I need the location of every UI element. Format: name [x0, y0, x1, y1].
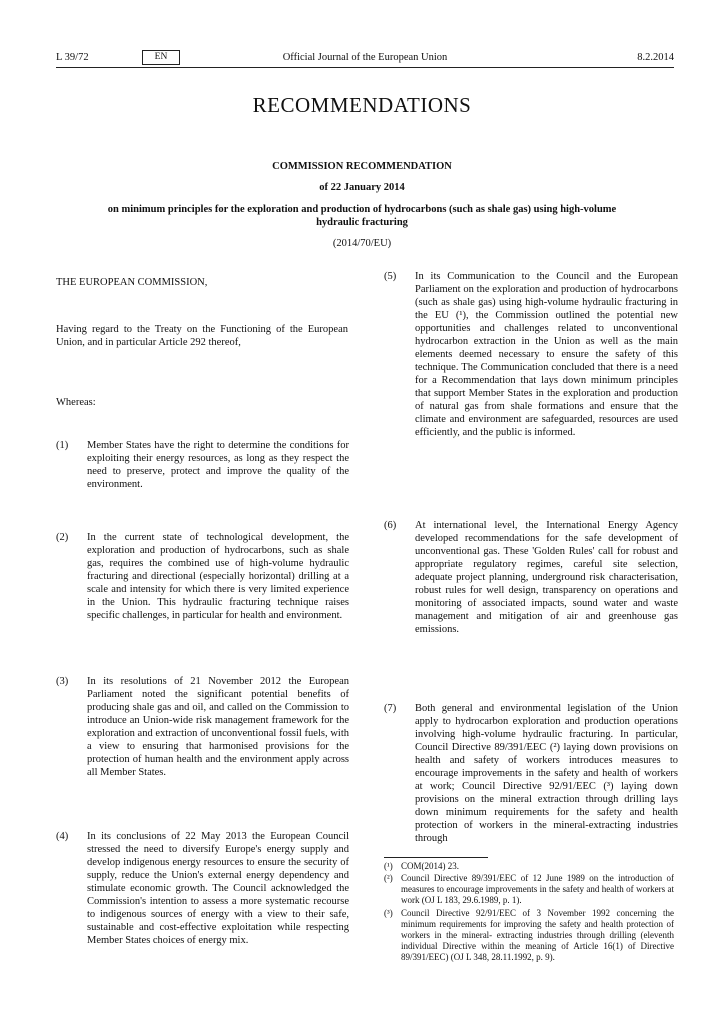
intro-regard-text: Having regard to the Treaty on the Functioning of the European Union, and in particular Article 292 thereof,	[56, 324, 348, 348]
recital-text: In its conclusions of 22 May 2013 the European Council stressed the need to diversify Europe's energy supply and develop indigenous energy resources to ensure the security of supply, reduce the Union's external energy dependency and stimulate economic growth. The Council acknowledged the Commission's intention to assess a more systematic recourse to indigenous sources of energy with a view to their safe, sustainable and cost-effective exploitation while respecting Member States choices of energy mix.	[87, 831, 349, 946]
recital-number: (6)	[384, 520, 397, 531]
recital-number: (7)	[384, 703, 397, 714]
recital-number: (2)	[56, 532, 69, 543]
header-divider	[56, 67, 674, 68]
footnote-text: Council Directive 89/391/EEC of 12 June 1989 on the introduction of measures to encourage improvements in the safety and health of workers at work (OJ L 183, 29.6.1989, p. 1).	[401, 873, 674, 905]
recital-text: Both general and environmental legislation of the Union apply to hydrocarbon exploration and production operations involving high-volume hydraulic fracturing. In particular, Council Directive 89/391/EEC (²) laying down provisions on health and safety of workers introduces measures to encourage improvements in the safety and health of workers at work; Council Directive 92/91/EEC (³) laying down provisions on the mineral extraction through drilling lays down minimum requirements for the safety and health protection of workers in the mineral-extracting industries through	[415, 703, 678, 844]
footnote-mark: (²)	[384, 873, 393, 883]
recital-text: In its resolutions of 21 November 2012 the European Parliament noted the significant potential benefits of producing shale gas and oil, and called on the Commission to introduce an Union-wide risk management framework for the exploration and extraction of unconventional fossil fuels, with a view to ensuring that harmonised provisions for the protection of human health and the environment apply across all Member States.	[87, 676, 349, 778]
recital-number: (5)	[384, 271, 397, 282]
recital-number: (3)	[56, 676, 69, 687]
intro-regard	[56, 323, 348, 349]
recital-number: (4)	[56, 831, 69, 842]
recital-text: At international level, the International Energy Agency developed recommendations for the safe development of unconventional gas. These 'Golden Rules' call for robust and appropriate regulatory regimes, careful site selection, adequate project planning, underground risk characterisation, robust rules for well design, transparency on operations and monitoring of associated impacts, sound water and waste management and mitigation of air and greenhouse gas emissions.	[415, 520, 678, 635]
recital-text: Member States have the right to determine the conditions for exploiting their energy resources, as long as they respect the need to preserve, protect and improve the quality of the environment.	[87, 440, 349, 490]
recital-number: (1)	[56, 440, 69, 451]
intro-commission-text: THE EUROPEAN COMMISSION,	[56, 277, 208, 288]
intro-commission	[56, 276, 346, 289]
journal-title: Official Journal of the European Union	[282, 52, 448, 63]
document-date: of 22 January 2014	[319, 182, 405, 193]
document-title: on minimum principles for the exploration and production of hydrocarbons (such as shale gas) using high-volume hydraulic fracturing	[107, 204, 617, 228]
footnote-text: Council Directive 92/91/EEC of 3 November 1992 concerning the minimum requirements for improving the safety and health protection of workers in the mineral- extracting industries through drilling (eleventh individual Directive within the meaning of Article 16(1) of Directive 89/391/EEC) (OJ L 348, 28.11.1992, p. 9).	[401, 908, 674, 962]
footnote-mark: (¹)	[384, 861, 393, 871]
section-title: RECOMMENDATIONS	[252, 93, 472, 117]
page-reference: L 39/72	[56, 52, 89, 63]
language-badge: EN	[142, 50, 180, 65]
document-type: COMMISSION RECOMMENDATION	[272, 161, 452, 172]
intro-whereas-text: Whereas:	[56, 397, 96, 408]
footnote-mark: (³)	[384, 908, 393, 918]
recital-text: In its Communication to the Council and the European Parliament on the exploration and production of hydrocarbons (such as shale gas) using high-volume hydraulic fracturing in the EU (¹), the Commission outlined the potential new opportunities and challenges related to unconventional hydrocarbon extraction in the Union as well as the main elements deemed necessary to ensure the safety of this technique. The Communication concluded that there is a need for a Recommendation that lays down minimum principles that support Member States in the exploration and production of natural gas from shale formations and ensure that the climate and environment are safeguarded, resources are used efficiently, and the public is informed.	[415, 271, 678, 438]
footnote-divider	[384, 857, 488, 858]
intro-whereas	[56, 396, 346, 409]
footnote-text: COM(2014) 23.	[401, 861, 459, 871]
page-header	[56, 52, 674, 68]
recital-text: In the current state of technological development, the exploration and production of hydrocarbons, such as shale gas, requires the combined use of high-volume hydraulic fracturing and directional (especially horizontal) drilling at a scale and intensity for which there is very limited experience in the Union. This hydraulic fracturing technique raises specific challenges, in particular for health and environment.	[87, 532, 349, 621]
document-code: (2014/70/EU)	[332, 238, 392, 249]
publication-date: 8.2.2014	[637, 52, 674, 63]
